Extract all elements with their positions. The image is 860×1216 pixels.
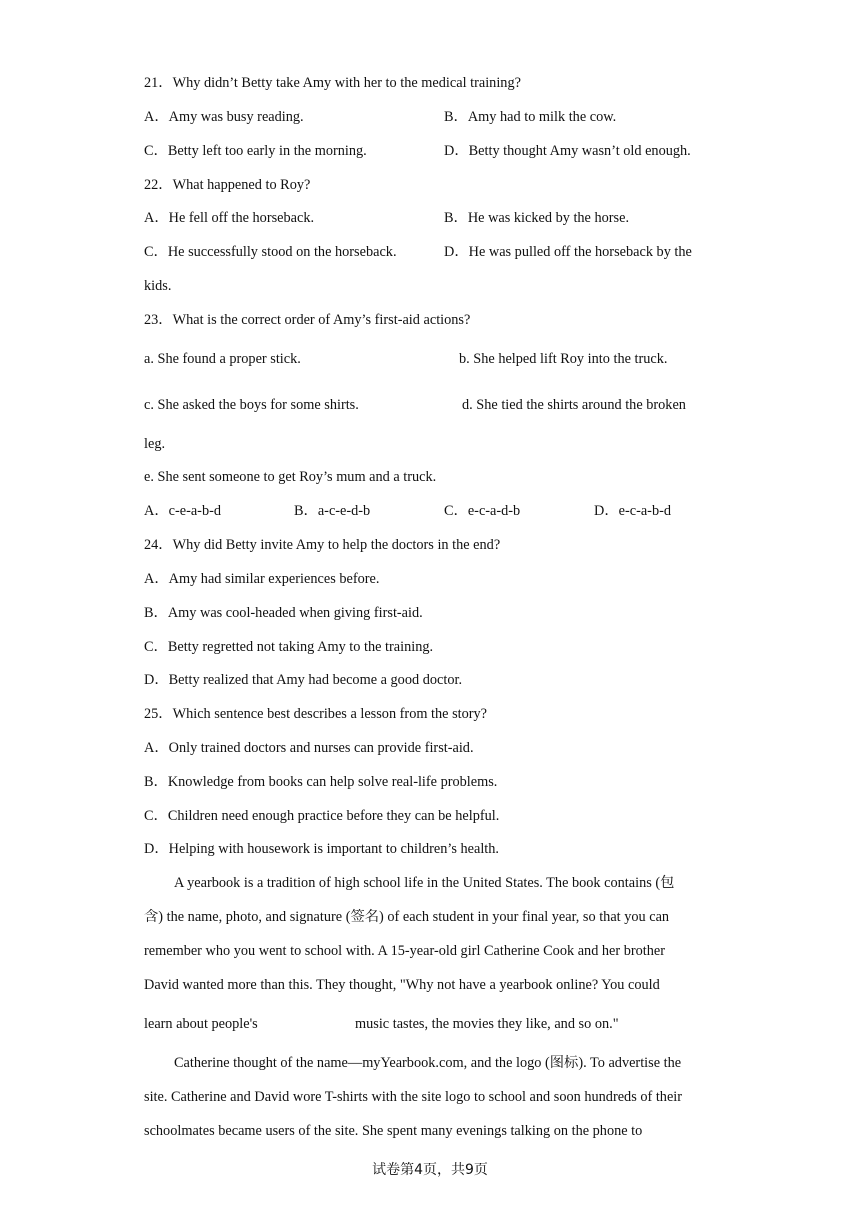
q23-option-c: C．e-c-a-d-b: [444, 503, 521, 519]
passage-paragraph1-line2: 含) the name, photo, and signature (签名) of each student in your final year, so that you can: [144, 909, 670, 925]
q21-option-b: B．Amy had to milk the cow.: [444, 109, 617, 125]
q21-stem: 21．Why didn’t Betty take Amy with her to the medical training?: [144, 75, 521, 91]
q22-option-d: D．He was pulled off the horseback by the: [444, 244, 692, 260]
q22-option-d-continued: kids.: [144, 278, 172, 294]
page-footer: 试卷第4页，共9页: [372, 1162, 488, 1178]
q21-option-c: C．Betty left too early in the morning.: [144, 143, 367, 159]
q23-action-a: a. She found a proper stick.: [144, 351, 301, 367]
q23-action-b: b. She helped lift Roy into the truck.: [459, 351, 668, 367]
q25-option-b: B．Knowledge from books can help solve real-life problems.: [144, 774, 498, 790]
q25-option-d: D．Helping with housework is important to children’s health.: [144, 841, 499, 857]
q24-option-c: C．Betty regretted not taking Amy to the training.: [144, 639, 434, 655]
q24-option-b: B．Amy was cool-headed when giving first-aid.: [144, 605, 423, 621]
q22-option-b: B．He was kicked by the horse.: [444, 210, 630, 226]
q21-option-a: A．Amy was busy reading.: [144, 109, 304, 125]
q23-action-c: c. She asked the boys for some shirts.: [144, 397, 359, 413]
q23-stem: 23．What is the correct order of Amy’s first-aid actions?: [144, 312, 471, 328]
q23-action-d-continued: leg.: [144, 436, 166, 452]
passage-paragraph1-line5-start: learn about people's: [144, 1016, 258, 1032]
q23-option-a: A．c-e-a-b-d: [144, 503, 221, 519]
q21-option-d: D．Betty thought Amy wasn’t old enough.: [444, 143, 691, 159]
passage-paragraph1-line1: A yearbook is a tradition of high school life in the United States. The book contains (包: [174, 875, 675, 891]
passage-paragraph2-line1: Catherine thought of the name—myYearbook.com, and the logo (图标). To advertise the: [174, 1055, 682, 1071]
q22-stem: 22．What happened to Roy?: [144, 177, 311, 193]
passage-paragraph2-line2: site. Catherine and David wore T-shirts with the site logo to school and soon hundreds of their: [144, 1089, 683, 1105]
passage-paragraph1-line5-end: music tastes, the movies they like, and so on.": [355, 1016, 619, 1032]
q23-action-e: e. She sent someone to get Roy’s mum and a truck.: [144, 469, 437, 485]
passage-paragraph2-line3: schoolmates became users of the site. She spent many evenings talking on the phone to: [144, 1123, 643, 1139]
q24-option-d: D．Betty realized that Amy had become a good doctor.: [144, 672, 463, 688]
q24-stem: 24．Why did Betty invite Amy to help the doctors in the end?: [144, 537, 501, 553]
q25-option-c: C．Children need enough practice before they can be helpful.: [144, 808, 500, 824]
q25-stem: 25．Which sentence best describes a lesson from the story?: [144, 706, 488, 722]
q22-option-a: A．He fell off the horseback.: [144, 210, 315, 226]
q25-option-a: A．Only trained doctors and nurses can provide first-aid.: [144, 740, 474, 756]
passage-paragraph1-line3: remember who you went to school with. A 15-year-old girl Catherine Cook and her brother: [144, 943, 666, 959]
q23-option-d: D．e-c-a-b-d: [594, 503, 671, 519]
passage-paragraph1-line4: David wanted more than this. They thought, "Why not have a yearbook online? You could: [144, 977, 660, 993]
q24-option-a: A．Amy had similar experiences before.: [144, 571, 380, 587]
q23-action-d: d. She tied the shirts around the broken: [462, 397, 686, 413]
q23-option-b: B．a-c-e-d-b: [294, 503, 371, 519]
q22-option-c: C．He successfully stood on the horseback.: [144, 244, 397, 260]
